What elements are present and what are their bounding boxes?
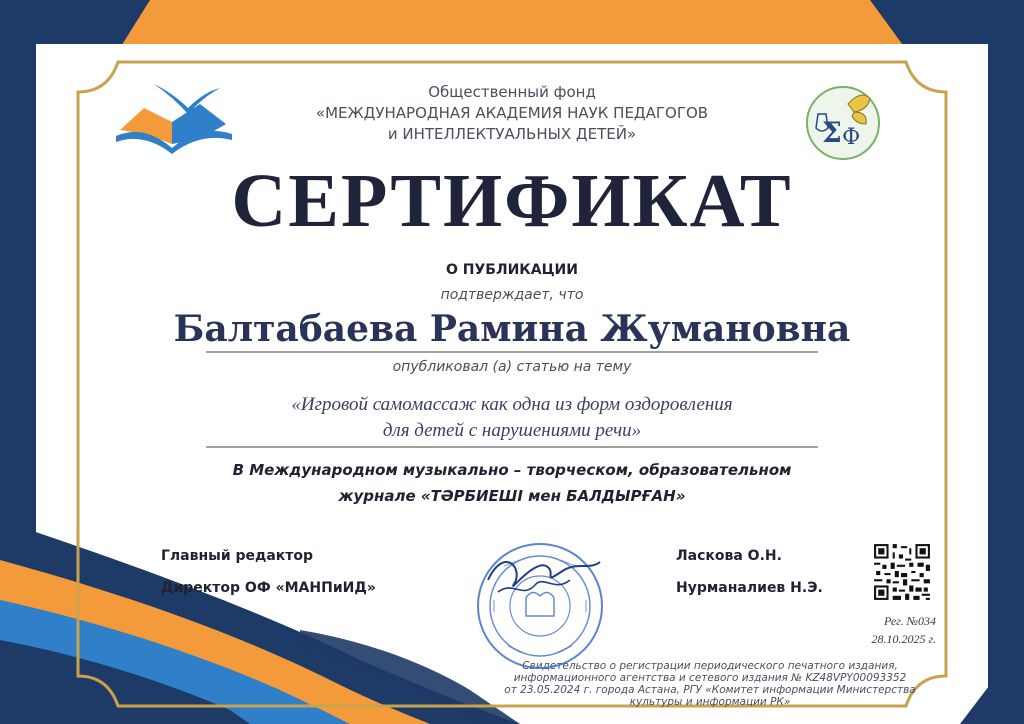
- footnote-line-2: информационного агентства и сетевого издания № KZ48VPY00093352: [513, 672, 907, 684]
- certificate-title: СЕРТИФИКАТ: [231, 159, 793, 243]
- role-director: Директор ОФ «МАНПиИД»: [161, 580, 376, 596]
- registration-number: Рег. №034: [883, 614, 936, 628]
- footnote-line-3: от 23.05.2024 г. города Астана, РГУ «Комитет информации Министерства: [504, 684, 916, 696]
- article-title-line-1: «Игровой самомассаж как одна из форм оздоровления: [291, 394, 733, 415]
- org-line-3: и ИНТЕЛЛЕКТУАЛЬНЫХ ДЕТЕЙ»: [387, 125, 637, 143]
- journal-line-2: журнале «ТӘРБИЕШІ мен БАЛДЫРҒАН»: [338, 487, 686, 505]
- role-chief-editor: Главный редактор: [161, 548, 314, 564]
- journal-line-1: В Международном музыкально – творческом, образовательном: [232, 461, 792, 479]
- qr-code-icon: [872, 542, 932, 602]
- svg-text:Σ: Σ: [822, 116, 842, 149]
- certificate-subtitle: О ПУБЛИКАЦИИ: [445, 262, 578, 278]
- registration-date: 28.10.2025 г.: [871, 632, 936, 646]
- org-line-2: «МЕЖДУНАРОДНАЯ АКАДЕМИЯ НАУК ПЕДАГОГОВ: [315, 104, 709, 122]
- signatory-name-1: Ласкова О.Н.: [676, 548, 782, 564]
- official-seal-icon: [474, 540, 606, 672]
- footnote-line-4: культуры и информации РК»: [629, 696, 791, 708]
- article-title-line-2: для детей с нарушениями речи»: [382, 420, 642, 441]
- signatory-name-2: Нурманалиев Н.Э.: [676, 580, 823, 596]
- published-text: опубликовал (а) статью на тему: [392, 359, 632, 375]
- org-line-1: Общественный фонд: [428, 83, 596, 101]
- confirms-text: подтверждает, что: [440, 287, 584, 303]
- footnote-line-1: Свидетельство о регистрации периодического печатного издания,: [522, 660, 898, 672]
- svg-text:Ф: Ф: [842, 125, 861, 150]
- recipient-name: Балтабаева Рамина Жумановна: [173, 308, 851, 350]
